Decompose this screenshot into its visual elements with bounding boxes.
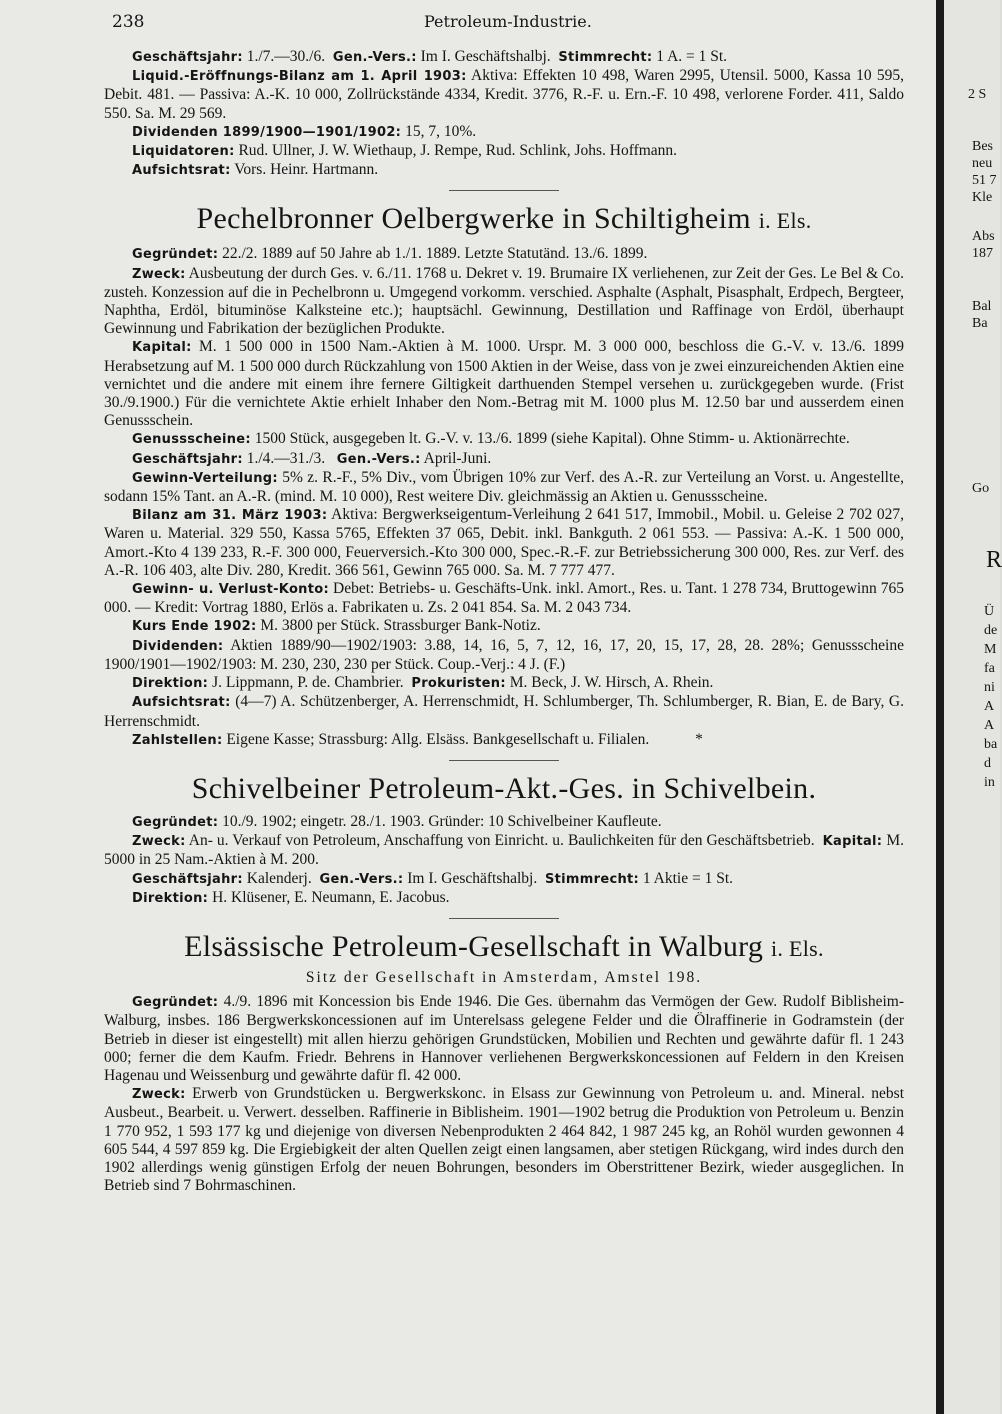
margin-fragment: fa [984, 661, 995, 676]
previous-company-entry [104, 48, 904, 180]
section-divider [449, 760, 559, 761]
margin-fragment: ni [984, 680, 995, 695]
margin-fragment: de [984, 623, 998, 638]
entry-line: Direktion: H. Klüsener, E. Neumann, E. Jacobus. [132, 888, 450, 906]
margin-fragment: Kle [972, 190, 993, 205]
entry-line: Aufsichtsrat: Vors. Heinr. Hartmann. [132, 161, 379, 179]
entry-line: Kurs Ende 1902: M. 3800 per Stück. Strassburger Bank-Notiz. [132, 617, 541, 635]
company-title: Schivelbeiner Petroleum-Akt.-Ges. in Schivelbein. [191, 771, 817, 805]
margin-fragment: in [984, 775, 995, 790]
margin-fragment: R [986, 547, 1002, 573]
entry-line: Geschäftsjahr: Kalenderj. Gen.-Vers.: Im I. Geschäftshalbj. Stimmrecht: 1 Aktie = 1 St. [132, 869, 734, 887]
page-number: 238 [112, 12, 145, 32]
entry-line: Gegründet: 10./9. 1902; eingetr. 28./1. 1903. Gründer: 10 Schivelbeiner Kaufleute. [132, 812, 662, 830]
margin-fragment: 51 7 [972, 173, 997, 188]
margin-fragment: M [984, 642, 997, 657]
entry-line: Bilanz am 31. März 1903: Aktiva: Bergwerkseigentum-Verleihung 2 641 517, Immobil., Mobil. u. Geleise 2 702 027, Waren u. Material. 329 550, Kassa 5765, Effekten 37 065, Debit. inkl. Bankguth. 2 061 553. — Passiva: A.-K. 1 500 000, Amort.-Kto 4 139 233, R.-F. 300 000, Feuerversich.-Kto 300 000, Spec.-R.-F. zur Betriebssicherung 300 000, Res. zur Verf. des A.-R. 106 403, alte Div. 280, Kredit. 366 561, Gewinn 765 000. Sa. M. 7 777 477. [104, 506, 905, 579]
entry-line: Dividenden: Aktien 1889/90—1902/1903: 3.88, 14, 16, 5, 7, 12, 16, 17, 20, 15, 17, 28, 28. 28%; Genussscheine 1900/1901—1902/1903: M. 230, 230, 230 per Stück. Coup.-Verj.: 4 J. (F.) [104, 636, 904, 673]
book-gutter [936, 0, 944, 1414]
entry-line: Zahlstellen: Eigene Kasse; Strassburg: Allg. Elsäss. Bankgesellschaft u. Filialen. * [132, 730, 703, 748]
page-header [112, 12, 876, 36]
adjacent-page-edge [944, 0, 1000, 1414]
margin-fragment: A [984, 718, 995, 733]
entry-line: Zweck: An- u. Verkauf von Petroleum, Anschaffung von Einricht. u. Baulichkeiten für den Geschäftsbetrieb. Kapital: M. 5000 in 25 Nam.-Aktien à M. 200. [104, 832, 904, 869]
entry-line: Aufsichtsrat: (4—7) A. Schützenberger, A. Herrenschmidt, H. Schlumberger, Th. Schlumberger, R. Bian, E. de Bary, G. Herrenschmidt. [104, 693, 905, 730]
entry-line: Zweck: Erwerb von Grundstücken u. Bergwerkskonc. in Elsass zur Gewinnung von Petroleum u. and. Mineral. nebst Ausbeut., Bearbeit. u. Verwert. desselben. Raffinerie in Biblisheim. 1901—1902 betrug die Produktion von Petroleum u. Benzin 1 770 952, 1 593 177 kg und diejenige von diversen Nebenprodukten 2 464 842, 1 987 245 kg, an Rohöl wurden gewonnen 4 605 544, 4 597 859 kg. Die Ergiebigkeit der alten Quellen zeigt einen langsamen, aber stetigen Rückgang, wird indes durch den 1902 allerdings wenig günstigen Erfolg der neuen Bohrungen, besonders im Oberstrittener Bezirk, wieder ausgeglichen. In Betrieb sind 7 Bohrmaschinen. [104, 1085, 905, 1195]
company-title: Pechelbronner Oelbergwerke in Schiltigheim i. Els. [196, 202, 812, 236]
entry-line: Gewinn-Verteilung: 5% z. R.-F., 5% Div., vom Übrigen 10% zur Verf. des A.-R. zur Verteilung an Vorst. u. Angestellte, sodann 15% Tant. an A.-R. (mind. M. 10 000), Rest weitere Div. gleichmässig an Aktien u. Genussscheine. [104, 468, 905, 506]
entry-line: Gegründet: 4./9. 1896 mit Koncession bis Ende 1946. Die Ges. übernahm das Vermögen der Gew. Rudolf Biblisheim-Walburg, insbes. 186 Bergwerkskoncessionen auf im Unterelsass gelegene Felder und die Ölraffinerie in Godramstein (der Betrieb in dieser ist eingestellt) mit allen hierzu gehörigen Grundstücken, Mobilien und Rechten und gewährte dafür fl. 1 243 000; ferner die dem Kaufm. Friedr. Behrens in Hannover verliehenen Bergwerkskoncessionen auf Feldern in den Kreisen Hagenau und Weissenburg und gewährte dafür fl. 42 000. [104, 993, 905, 1084]
entry-line: Genussscheine: 1500 Stück, ausgegeben lt. G.-V. v. 13./6. 1899 (siehe Kapital). Ohne Stimm- u. Aktionärrechte. [132, 430, 850, 448]
company-seat: Sitz der Gesellschaft in Amsterdam, Amstel 198. [305, 968, 703, 986]
entry-line: Gegründet: 22./2. 1889 auf 50 Jahre ab 1./1. 1889. Letzte Statutänd. 13./6. 1899. [132, 245, 648, 263]
star-mark: * [695, 730, 703, 748]
margin-fragment: A [984, 699, 995, 714]
margin-fragment: 187 [972, 246, 993, 261]
page-content [104, 48, 904, 1195]
margin-fragment: Bal [972, 299, 992, 314]
running-title: Petroleum-Industrie. [424, 12, 592, 31]
margin-fragment: 2 S [968, 87, 987, 102]
entry-line: Liquidatoren: Rud. Ullner, J. W. Wiethaup, J. Rempe, Rud. Schlink, Johs. Hoffmann. [132, 142, 678, 160]
company-entry-walburg [104, 929, 904, 1195]
entry-line: Gewinn- u. Verlust-Konto: Debet: Betriebs- u. Geschäfts-Unk. inkl. Amort., Res. u. Tant. 1 278 734, Bruttogewinn 765 000. — Kredit: Vortrag 1880, Erlös a. Fabrikaten u. Zs. 2 041 854. Sa. M. 2 043 734. [104, 580, 904, 617]
entry-line: Liquid.-Eröffnungs-Bilanz am 1. April 1903: Aktiva: Effekten 10 498, Waren 2995, Utensil. 5000, Kassa 10 595, Debit. 481. — Passiva: A.-K. 10 000, Zollrückstände 4334, Kredit. 3776, R.-F. u. Ern.-F. 10 498, verlorene Forder. 411, Saldo 550. Sa. M. 29 569. [104, 67, 904, 122]
entry-line: Direktion: J. Lippmann, P. de. Chambrier. Prokuristen: M. Beck, J. W. Hirsch, A. Rhein. [132, 674, 714, 692]
company-entry-pechelbronn [104, 201, 904, 749]
margin-fragment: d [984, 756, 991, 771]
entry-line: Geschäftsjahr: 1./4.—31./3. Gen.-Vers.: April-Juni. [132, 449, 492, 467]
section-divider [449, 190, 559, 191]
entry-line: Dividenden 1899/1900—1901/1902: 15, 7, 10%. [132, 122, 477, 140]
entry-line: Kapital: M. 1 500 000 in 1500 Nam.-Aktien à M. 1000. Urspr. M. 3 000 000, beschloss die G.-V. v. 13./6. 1899 Herabsetzung auf M. 1 500 000 durch Rückzahlung von 1500 Aktien in der Weise, dass von je zwei einzureichenden Aktien eine vernichtet und die andere mit einem ihre fernere Giltigkeit darthuenden Stempel versehen u. zurückgegeben wurde. (Frist 30./9.1900.) Für die vernichtete Aktie erhielt Inhaber den Nom.-Betrag mit M. 1000 plus M. 12.50 bar und ausserdem einen Genussschein. [104, 338, 905, 430]
company-entry-schivelbein [104, 771, 904, 908]
margin-fragment: Ü [984, 604, 995, 619]
section-divider [449, 918, 559, 919]
entry-line: Zweck: Ausbeutung der durch Ges. v. 6./11. 1768 u. Dekret v. 19. Brumaire IX verliehenen, zur Zeit der Ges. Le Bel & Co. zusteh. Konzession auf die in Pechelbronn u. Umgegend vorkomm. verschied. Asphalte (Asphalt, Pisasphalt, Erdpech, Bergteer, Naphtha, Erdöl, bituminöse Kalksteine etc.); hauptsächl. Gewinnung, Destillation und Raffinage von Erdöl, überhaupt Gewinnung und Fabrikation der bezüglichen Produkte. [104, 264, 904, 338]
entry-line: Geschäftsjahr: 1./7.—30./6. Gen.-Vers.: Im I. Geschäftshalbj. Stimmrecht: 1 A. = 1 St. [132, 48, 728, 65]
margin-fragment: Go [972, 481, 990, 496]
margin-fragment: Ba [972, 316, 988, 331]
margin-fragment: Abs [972, 229, 995, 244]
company-title: Elsässische Petroleum-Gesellschaft in Walburg i. Els. [184, 929, 824, 963]
margin-fragment: neu [972, 156, 993, 171]
margin-fragment: Bes [972, 139, 993, 154]
margin-fragment: ba [984, 737, 998, 752]
